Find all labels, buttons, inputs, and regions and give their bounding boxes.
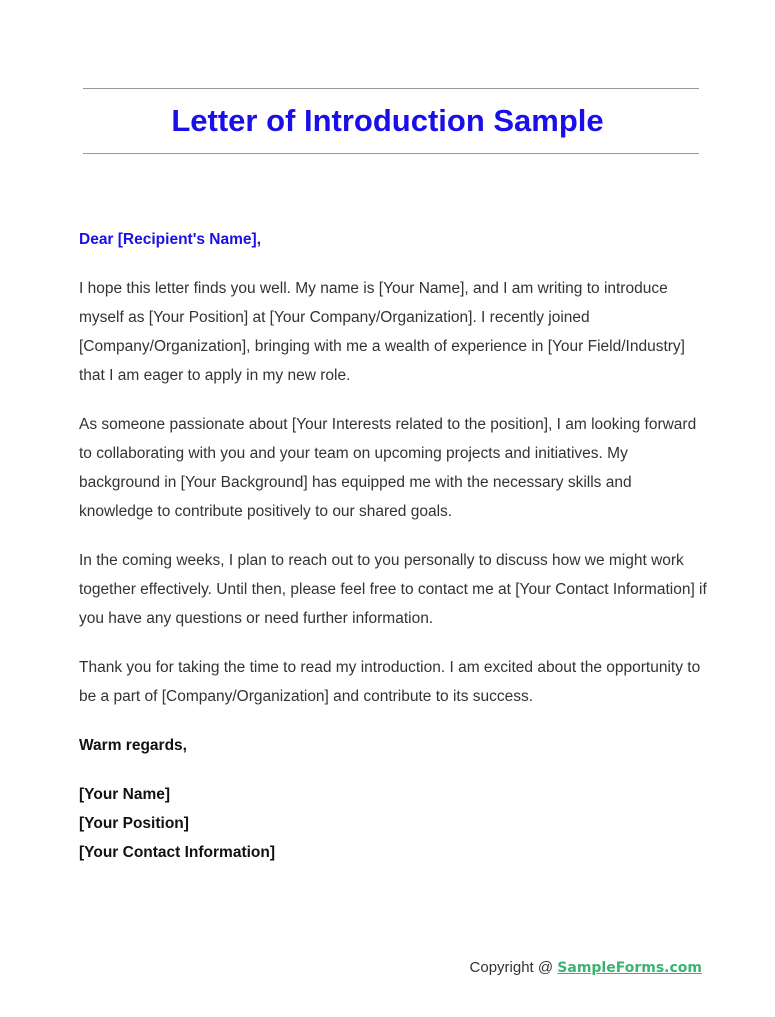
letter-body xyxy=(79,225,709,887)
letter-paragraph-intro: I hope this letter finds you well. My name is [Your Name], and I am writing to introduce myself as [Your Position] at [Your Company/Organization]. I recently joined [Company/Organization], bringing with me a wealth of experience in [Your Field/Industry] that I am eager to apply in my new role. xyxy=(79,280,685,384)
letter-salutation: Dear [Recipient's Name], xyxy=(79,231,261,248)
letter-closing: Warm regards, xyxy=(79,737,187,754)
letter-signature xyxy=(79,780,709,867)
copyright-prefix: Copyright @ xyxy=(469,959,558,976)
letter-paragraph-thanks: Thank you for taking the time to read my introduction. I am excited about the opportunity to be a part of [Company/Organization] and contribute to its success. xyxy=(79,659,701,705)
copyright-footer xyxy=(470,957,702,979)
signature-contact: [Your Contact Information] xyxy=(79,844,276,861)
title-top-divider xyxy=(83,88,699,89)
page-title: Letter of Introduction Sample xyxy=(171,103,604,138)
brand-link[interactable]: SampleForms.com xyxy=(557,960,702,976)
letter-paragraph-interests: As someone passionate about [Your Interests related to the position], I am looking forward to collaborating with you and your team on upcoming projects and initiatives. My background in [Your Background] has equipped me with the necessary skills and knowledge to contribute positively to our shared goals. xyxy=(79,416,697,520)
signature-position: [Your Position] xyxy=(79,815,189,832)
title-bottom-divider xyxy=(83,153,699,154)
letter-paragraph-next-steps: In the coming weeks, I plan to reach out to you personally to discuss how we might work together effectively. Until then, please feel free to contact me at [Your Contact Information] if you have any questions or need further information. xyxy=(79,552,707,627)
signature-name: [Your Name] xyxy=(79,786,171,803)
